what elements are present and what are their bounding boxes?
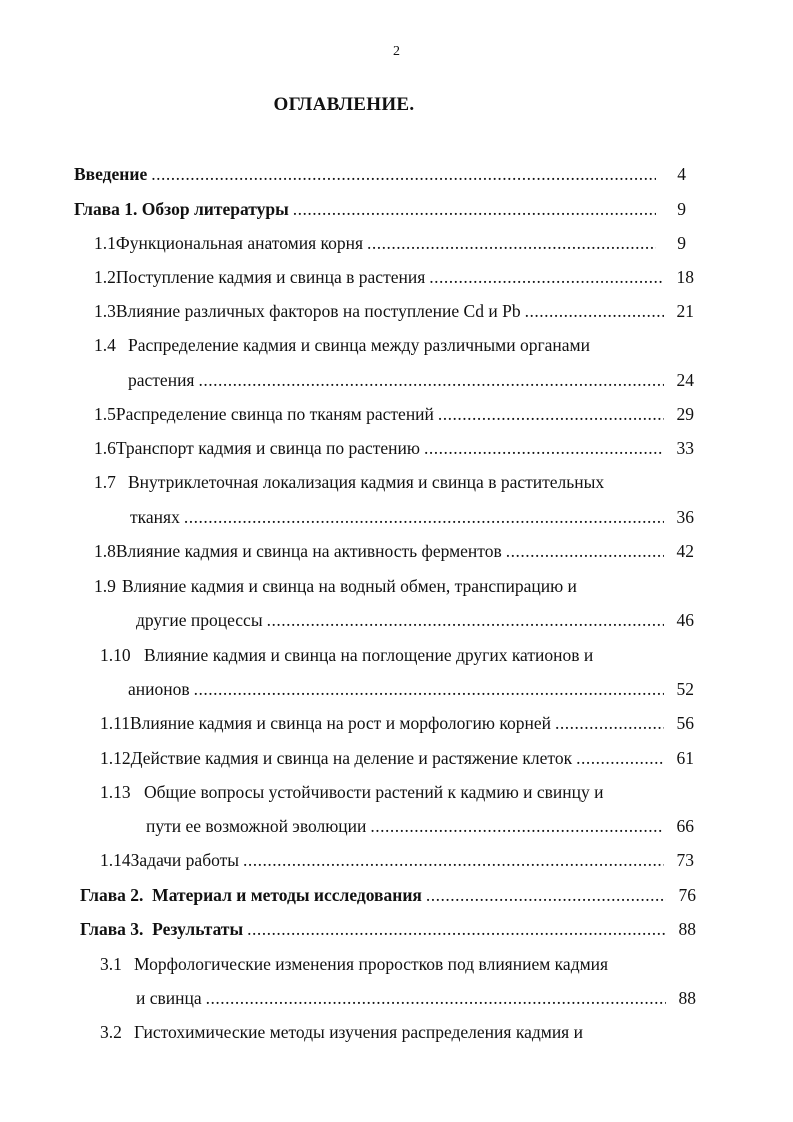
toc-entry-page: 33 bbox=[676, 438, 694, 458]
toc-entry-title: Влияние кадмия и свинца на активность ферментов bbox=[115, 541, 502, 561]
toc-entry-page: 9 bbox=[677, 199, 686, 219]
toc-entry-number: 1.8 bbox=[94, 541, 116, 561]
toc-entry-1-7[interactable] bbox=[94, 471, 604, 493]
toc-entry-title: пути ее возможной эволюции bbox=[146, 816, 367, 836]
toc-entry-1-8[interactable] bbox=[94, 540, 694, 562]
toc-entry-1-10[interactable] bbox=[100, 644, 593, 666]
toc-entry-title: Влияние кадмия и свинца на рост и морфологию корней bbox=[129, 713, 551, 733]
toc-entry-page: 29 bbox=[676, 404, 694, 424]
toc-entry-number: 1.12 bbox=[100, 748, 131, 768]
toc-entry-title: тканях bbox=[130, 507, 180, 527]
page-number: 2 bbox=[393, 44, 400, 59]
toc-entry-1-9[interactable] bbox=[94, 575, 577, 597]
toc-entry-intro[interactable] bbox=[74, 163, 686, 185]
toc-entry-1-3[interactable] bbox=[94, 300, 694, 322]
toc-entry-1-14[interactable] bbox=[100, 849, 694, 871]
leader-dots bbox=[576, 747, 664, 769]
toc-entry-1-13-continued[interactable] bbox=[146, 815, 694, 837]
toc-entry-page: 9 bbox=[677, 233, 686, 253]
leader-dots bbox=[370, 815, 664, 837]
toc-entry-page: 4 bbox=[677, 164, 686, 184]
leader-dots bbox=[184, 506, 664, 528]
leader-dots bbox=[243, 849, 664, 871]
toc-entry-1-5[interactable] bbox=[94, 403, 694, 425]
toc-entry-number: 1.4 bbox=[94, 335, 116, 355]
toc-entry-number: 1.2 bbox=[94, 267, 116, 287]
leader-dots bbox=[293, 198, 656, 220]
toc-entry-page: 24 bbox=[676, 370, 694, 390]
toc-entry-page: 73 bbox=[676, 850, 694, 870]
toc-entry-title: Задачи работы bbox=[130, 850, 240, 870]
leader-dots bbox=[198, 369, 664, 391]
toc-entry-1-6[interactable] bbox=[94, 437, 694, 459]
toc-entry-title: Функциональная анатомия корня bbox=[115, 233, 364, 253]
toc-entry-page: 76 bbox=[678, 885, 696, 905]
leader-dots bbox=[426, 884, 666, 906]
toc-entry-page: 52 bbox=[676, 679, 694, 699]
toc-entry-title: растения bbox=[128, 370, 195, 390]
toc-entry-number: 1.5 bbox=[94, 404, 116, 424]
leader-dots bbox=[151, 163, 656, 185]
toc-entry-1-7-continued[interactable] bbox=[130, 506, 694, 528]
toc-entry-title: Влияние различных факторов на поступление Cd и Pb bbox=[115, 301, 521, 321]
toc-entry-page: 18 bbox=[676, 267, 694, 287]
toc-entry-title: Действие кадмия и свинца на деление и растяжение клеток bbox=[130, 748, 573, 768]
toc-entry-chapter-2[interactable] bbox=[80, 884, 696, 906]
toc-entry-1-4-continued[interactable] bbox=[128, 369, 694, 391]
toc-entry-page: 66 bbox=[676, 816, 694, 836]
toc-entry-number: 1.1 bbox=[94, 233, 116, 253]
toc-entry-title: другие процессы bbox=[136, 610, 263, 630]
toc-entry-number: 1.14 bbox=[100, 850, 131, 870]
toc-entry-title: Распределение кадмия и свинца между различными органами bbox=[128, 335, 590, 355]
toc-entry-page: 21 bbox=[676, 301, 694, 321]
leader-dots bbox=[247, 918, 666, 940]
toc-entry-title: Глава 1. Обзор литературы bbox=[74, 199, 289, 219]
toc-entry-page: 56 bbox=[676, 713, 694, 733]
toc-entry-title: Влияние кадмия и свинца на водный обмен, транспирацию и bbox=[122, 576, 577, 596]
toc-entry-3-1-continued[interactable] bbox=[136, 987, 696, 1009]
toc-entry-title: Поступление кадмия и свинца в растения bbox=[115, 267, 426, 287]
toc-entry-number: 1.13 bbox=[100, 782, 131, 802]
leader-dots bbox=[267, 609, 664, 631]
toc-entry-title: Глава 3. Результаты bbox=[80, 919, 244, 939]
leader-dots bbox=[438, 403, 664, 425]
toc-entry-chapter-3[interactable] bbox=[80, 918, 696, 940]
leader-dots bbox=[367, 232, 656, 254]
leader-dots bbox=[206, 987, 666, 1009]
toc-entry-title: Общие вопросы устойчивости растений к кадмию и свинцу и bbox=[144, 782, 604, 802]
toc-entry-page: 88 bbox=[678, 919, 696, 939]
leader-dots bbox=[429, 266, 664, 288]
toc-entry-title: Морфологические изменения проростков под влиянием кадмия bbox=[134, 954, 609, 974]
toc-entry-number: 1.6 bbox=[94, 438, 116, 458]
toc-entry-title: Транспорт кадмия и свинца по растению bbox=[115, 438, 420, 458]
toc-entry-title: Распределение свинца по тканям растений bbox=[115, 404, 434, 424]
toc-entry-1-13[interactable] bbox=[100, 781, 604, 803]
toc-entry-number: 3.1 bbox=[100, 954, 122, 974]
toc-title: ОГЛАВЛЕНИЕ. bbox=[273, 94, 415, 115]
toc-entry-page: 42 bbox=[676, 541, 694, 561]
toc-entry-1-10-continued[interactable] bbox=[128, 678, 694, 700]
toc-entry-chapter-1[interactable] bbox=[74, 198, 686, 220]
toc-entry-number: 1.11 bbox=[100, 713, 130, 733]
toc-entry-title: Гистохимические методы изучения распределения кадмия и bbox=[134, 1022, 583, 1042]
toc-entry-number: 1.7 bbox=[94, 472, 116, 492]
toc-entry-3-2[interactable] bbox=[100, 1021, 583, 1043]
toc-entry-1-4[interactable] bbox=[94, 334, 590, 356]
toc-entry-page: 46 bbox=[676, 610, 694, 630]
toc-entry-3-1[interactable] bbox=[100, 953, 608, 975]
toc-entry-1-11[interactable] bbox=[100, 712, 694, 734]
toc-entry-title: анионов bbox=[128, 679, 190, 699]
toc-entry-number: 3.2 bbox=[100, 1022, 122, 1042]
toc-entry-title: Внутриклеточная локализация кадмия и свинца в растительных bbox=[128, 472, 605, 492]
toc-entry-page: 88 bbox=[678, 988, 696, 1008]
leader-dots bbox=[506, 540, 664, 562]
leader-dots bbox=[194, 678, 664, 700]
toc-entry-title: Глава 2. Материал и методы исследования bbox=[80, 885, 422, 905]
toc-entry-title: Влияние кадмия и свинца на поглощение других катионов и bbox=[144, 645, 594, 665]
toc-entry-1-12[interactable] bbox=[100, 747, 694, 769]
toc-entry-1-9-continued[interactable] bbox=[136, 609, 694, 631]
toc-entry-title: и свинца bbox=[136, 988, 202, 1008]
leader-dots bbox=[555, 712, 664, 734]
leader-dots bbox=[424, 437, 664, 459]
leader-dots bbox=[525, 300, 664, 322]
toc-entry-number: 1.3 bbox=[94, 301, 116, 321]
toc-entry-page: 36 bbox=[676, 507, 694, 527]
toc-entry-number: 1.10 bbox=[100, 645, 131, 665]
toc-entry-number: 1.9 bbox=[94, 576, 116, 596]
toc-entry-page: 61 bbox=[676, 748, 694, 768]
toc-entry-1-1[interactable] bbox=[94, 232, 686, 254]
toc-entry-1-2[interactable] bbox=[94, 266, 694, 288]
toc-entry-title: Введение bbox=[74, 164, 148, 184]
